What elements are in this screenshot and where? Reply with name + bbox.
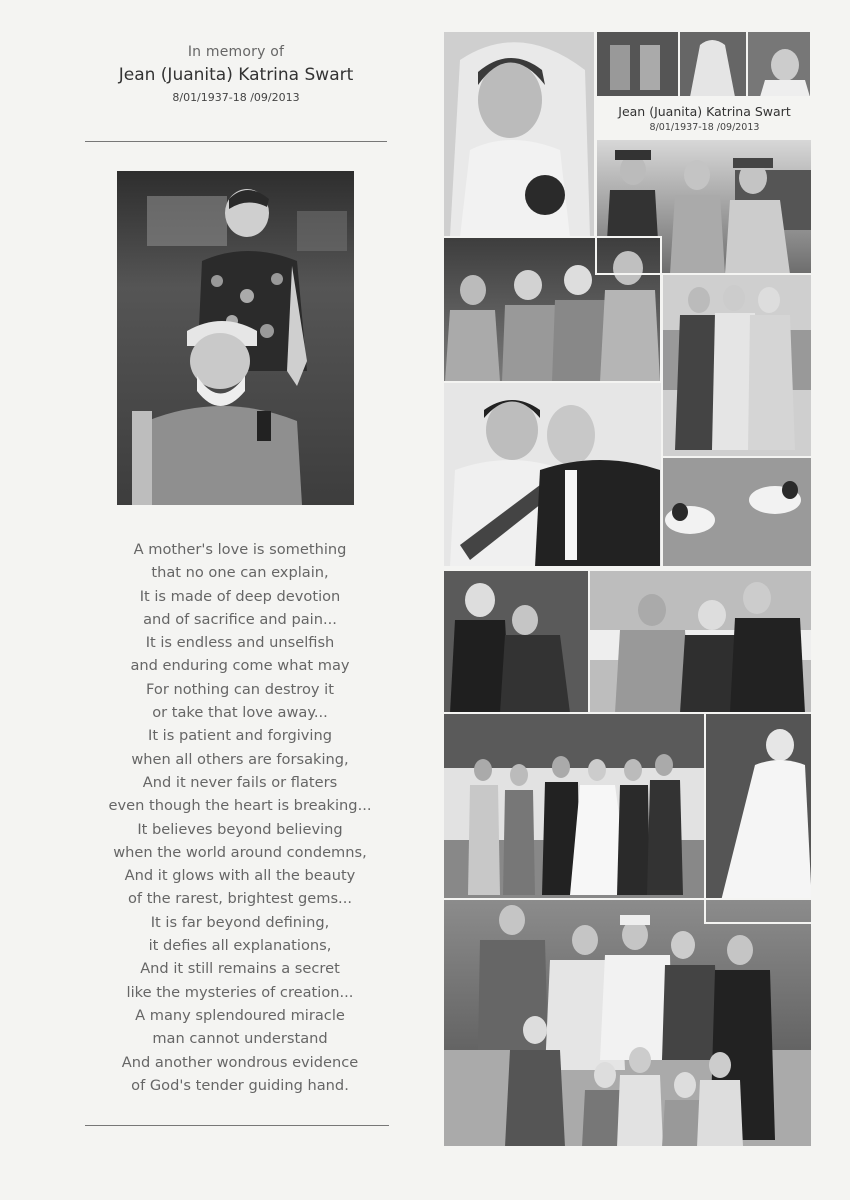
poem-line: when the world around condemns, xyxy=(113,843,367,861)
poem-line: And it never fails or flaters xyxy=(142,773,338,791)
poem-line: A many splendoured miracle xyxy=(135,1006,345,1024)
poem-line: like the mysteries of creation... xyxy=(126,983,354,1001)
poem-line: it defies all explanations, xyxy=(148,937,332,955)
poem-line: that no one can explain, xyxy=(151,564,329,582)
poem-line: It believes beyond believing xyxy=(137,820,343,838)
poem-line: A mother's love is something xyxy=(133,541,347,558)
poem-line: And it still remains a secret xyxy=(140,960,340,978)
poem-line: and enduring come what may xyxy=(130,657,350,675)
poem-line: And it glows with all the beauty xyxy=(124,867,356,885)
poem-line: or take that love away... xyxy=(152,704,328,722)
collage-caption-dates: 8/01/1937-18 /09/2013 xyxy=(649,122,760,133)
poem-line: of the rarest, brightest gems... xyxy=(128,890,352,908)
memorial-name: Jean (Juanita) Katrina Swart xyxy=(118,65,354,85)
poem-line: It is far beyond defining, xyxy=(150,913,330,931)
poem-line: when all others are forsaking, xyxy=(131,750,349,768)
collage-caption xyxy=(597,100,812,138)
poem-line: and of sacrifice and pain... xyxy=(143,610,337,628)
poem-line: It is endless and unselfish xyxy=(145,634,335,652)
poem-line: For nothing can destroy it xyxy=(146,680,334,698)
poem-line: It is patient and forgiving xyxy=(148,727,332,745)
poem-line: man cannot understand xyxy=(152,1030,328,1048)
memorial-dates: 8/01/1937-18 /09/2013 xyxy=(172,91,300,104)
poem-line: even though the heart is breaking... xyxy=(108,797,372,815)
poem-line: And another wondrous evidence xyxy=(121,1053,359,1071)
bride-photo xyxy=(443,31,595,237)
collage-caption-name: Jean (Juanita) Katrina Swart xyxy=(618,104,791,119)
poem-line: of God's tender guiding hand. xyxy=(131,1076,349,1094)
poem-line: It is made of deep devotion xyxy=(139,587,341,605)
memorial-intro: In memory of xyxy=(187,44,285,60)
